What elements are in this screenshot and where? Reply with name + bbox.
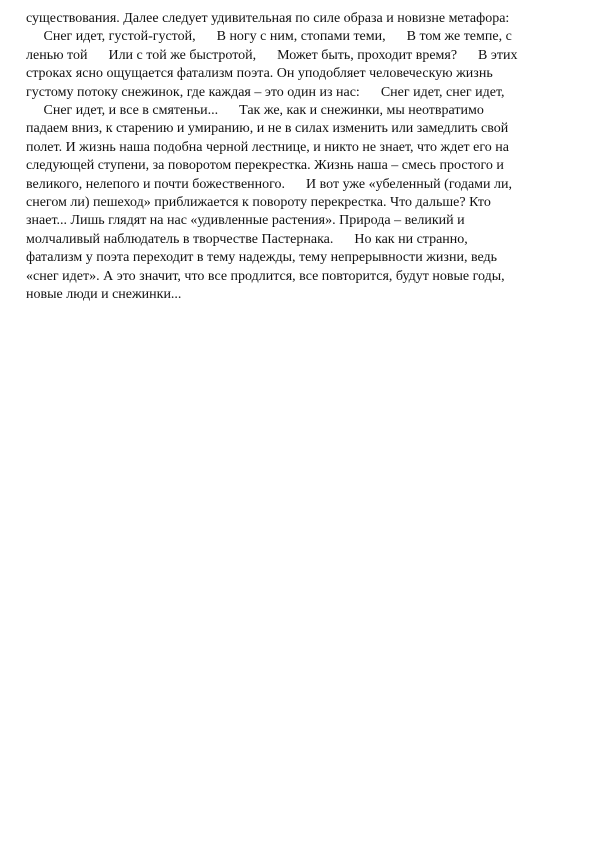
text-line-10: великого, нелепого и почти божественного. И вот уже «убеленный (годами ли, [26,176,512,192]
text-line-15: «снег идет». А это значит, что все продлится, все повторится, будут новые годы, [26,268,505,284]
text-line-12: знает... Лишь глядят на нас «удивленные растения». Природа – великий и [26,213,465,229]
text-line-16: новые люди и снежинки... [26,287,182,303]
text-line-13: молчаливый наблюдатель в творчестве Пастернака. Но как ни странно, [26,231,468,247]
text-line-6: Снег идет, и все в смятеньи... Так же, как и снежинки, мы неотвратимо [26,103,484,119]
text-line-11: снегом ли) пешеход» приближается к повороту перекрестка. Что дальше? Кто [26,195,491,211]
text-line-5: густому потоку снежинок, где каждая – это один из нас: Снег идет, снег идет, [26,84,505,100]
text-line-9: следующей ступени, за поворотом перекрестка. Жизнь наша – смесь простого и [26,158,504,174]
text-line-3: ленью той Или с той же быстротой, Может быть, проходит время? В этих [26,47,518,63]
text-line-1: существования. Далее следует удивительная по силе образа и новизне метафора: [26,11,510,26]
body-text [26,10,574,305]
text-line-7: падаем вниз, к старению и умиранию, и не в силах изменить или замедлить свой [26,121,509,137]
text-line-14: фатализм у поэта переходит в тему надежды, тему непрерывности жизни, ведь [26,250,498,266]
text-line-4: строках ясно ощущается фатализм поэта. Он уподобляет человеческую жизнь [26,66,493,82]
text-line-2: Снег идет, густой-густой, В ногу с ним, стопами теми, В том же темпе, с [26,29,512,45]
text-line-8: полет. И жизнь наша подобна черной лестнице, и никто не знает, что ждет его на [26,139,509,155]
